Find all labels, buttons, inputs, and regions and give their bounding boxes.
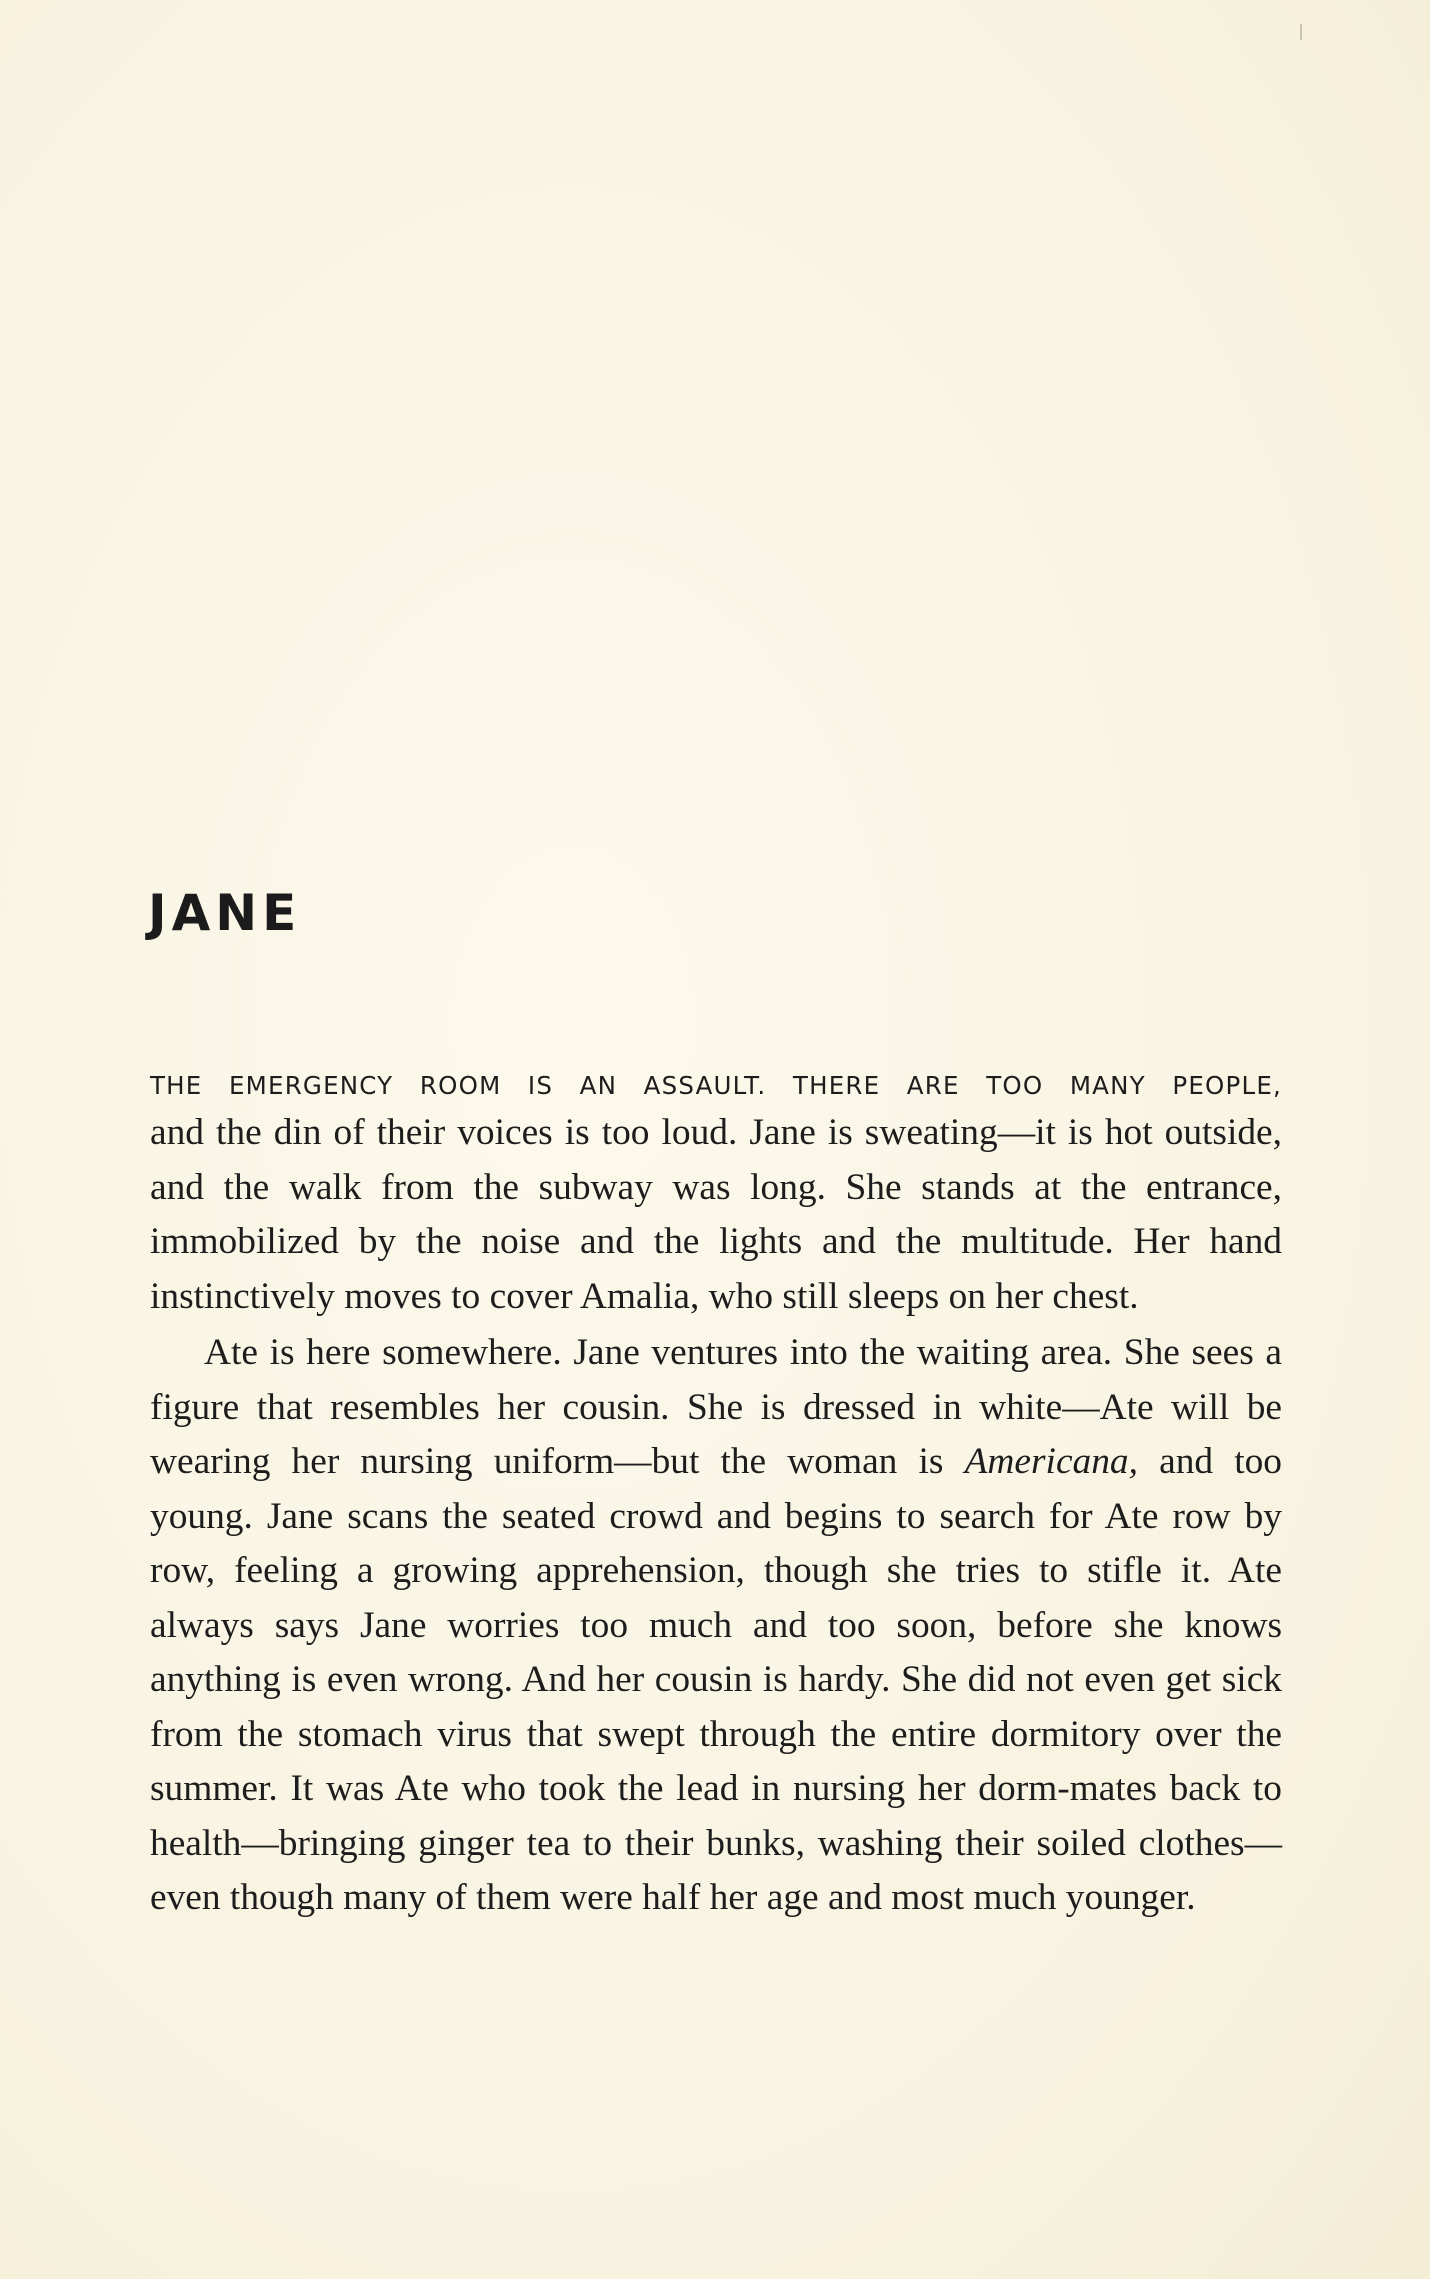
paragraph-lead-caps: THE EMERGENCY ROOM IS AN ASSAULT. THERE ARE TOO MANY PEOPLE,	[150, 1071, 1282, 1100]
paragraph-second-text-a: Ate is here somewhere. Jane ventures into the waiting area. She sees a figure that resembles her cousin. She is dressed in white—Ate will be wearing her nursing uniform—but the woman is	[150, 1332, 1282, 1482]
paragraph-first-body: and the din of their voices is too loud. Jane is sweating—it is hot outside, and the walk from the subway was long. She stands at the entrance, immobilized by the noise and the lights and the multitude. Her hand instinctively moves to cover Amalia, who still sleeps on her chest.	[150, 1112, 1282, 1317]
paragraph-first	[150, 1066, 1282, 1324]
chapter-body	[150, 1062, 1282, 1926]
paragraph-second-text-b: and too young. Jane scans the seated crowd and begins to search for Ate row by row, feeling a growing apprehension, though she tries to stifle it. Ate always says Jane worries too much and too soon, before she knows anything is even wrong. And her cousin is hardy. She did not even get sick from the stomach virus that swept through the entire dormitory over the summer. It was Ate who took the lead in nursing her dorm-mates back to health—bringing ginger tea to their bunks, washing their soiled clothes—even though many of them were half her age and most much younger.	[150, 1441, 1283, 1918]
paragraph-second-italic: Americana,	[964, 1441, 1138, 1482]
paragraph-second	[150, 1326, 1282, 1926]
page-corner-mark	[1300, 24, 1302, 40]
chapter-title: JANE	[148, 884, 302, 942]
